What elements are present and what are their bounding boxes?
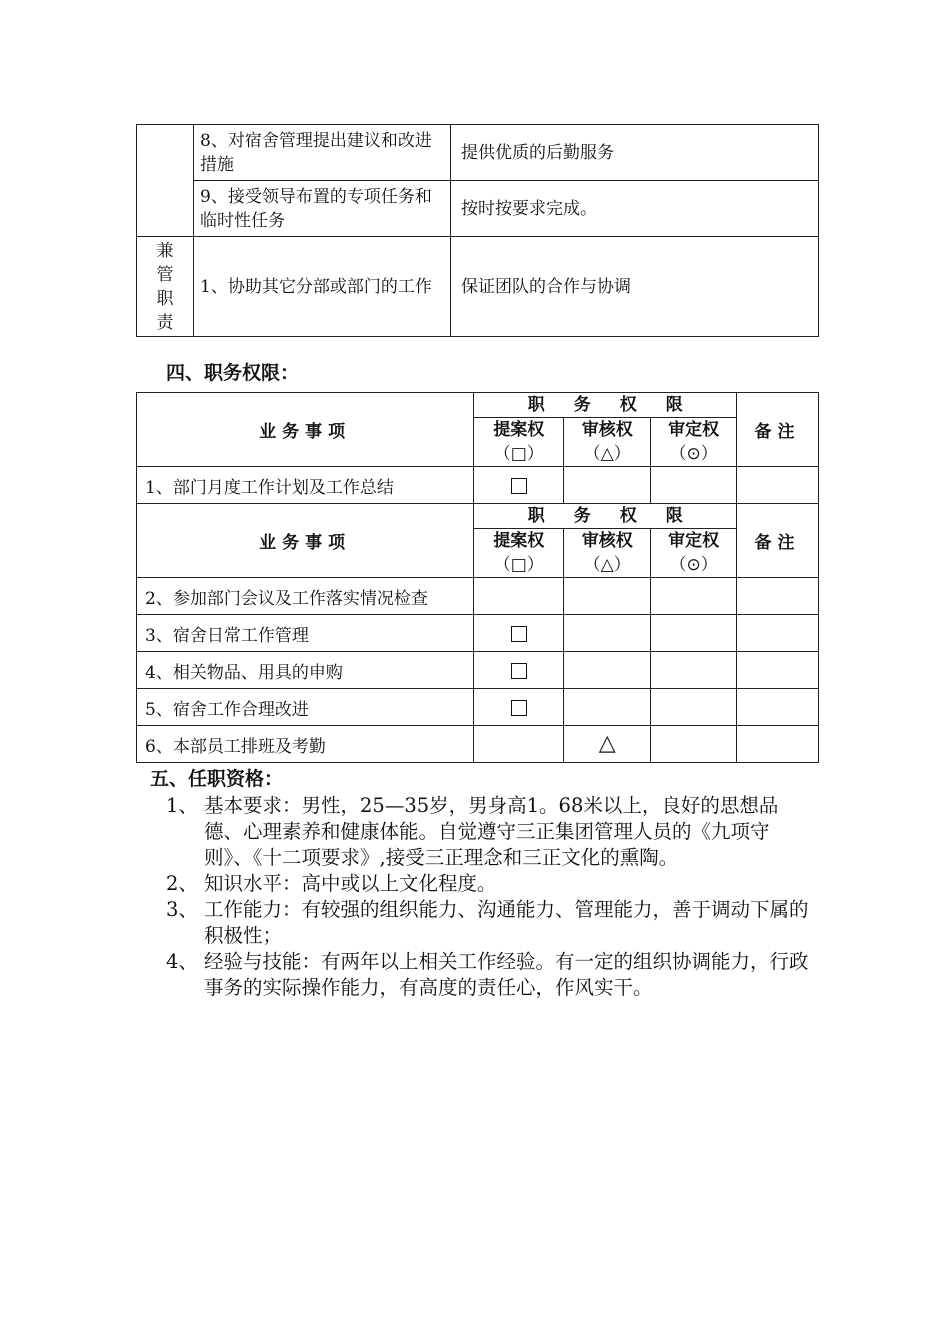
note-cell: [737, 578, 819, 615]
list-number: 3、: [166, 898, 198, 921]
header-col-2: [651, 418, 737, 467]
list-item: [150, 793, 810, 871]
proposal-mark-icon: [511, 626, 527, 642]
authority-label-char: 务: [573, 395, 591, 415]
authority-header-row: [137, 393, 819, 418]
table-row: [137, 467, 819, 504]
authority-label-char: 限: [665, 395, 683, 415]
header-authority-label: [474, 393, 737, 418]
col-label: 提案权: [493, 420, 545, 440]
authority-cell: [651, 726, 737, 763]
list-item: [150, 897, 810, 949]
category-char: 兼: [156, 240, 174, 261]
authority-cell: [651, 652, 737, 689]
authority-label-char: 职: [527, 506, 545, 526]
col-label: 审核权: [581, 420, 633, 440]
proposal-mark-icon: [511, 478, 527, 494]
col-symbol: （□）: [493, 555, 544, 575]
list-text: 知识水平：高中或以上文化程度。: [204, 872, 497, 895]
authority-cell: [651, 615, 737, 652]
table-row: [137, 615, 819, 652]
table-row: [137, 237, 819, 337]
authority-header-row: [137, 504, 819, 529]
note-cell: [737, 652, 819, 689]
authority-cell: [474, 467, 564, 504]
header-col-2: [651, 529, 737, 578]
category-char: 责: [156, 312, 174, 333]
note-cell: [737, 689, 819, 726]
task-cell: 9、接受领导布置的专项任务和临时性任务: [194, 181, 451, 237]
col-symbol: （△）: [583, 555, 631, 575]
col-symbol: （□）: [493, 444, 544, 464]
authority-cell: [564, 578, 651, 615]
header-item-label: 业务事项: [137, 393, 474, 467]
proposal-mark-icon: [511, 663, 527, 679]
section-heading: 五、任职资格：: [150, 768, 284, 790]
section-heading: 四、职务权限：: [166, 362, 300, 384]
table-row: [137, 125, 819, 181]
authority-cell: [564, 652, 651, 689]
col-symbol: （⊙）: [669, 444, 718, 464]
table-row: [137, 578, 819, 615]
note-cell: [737, 726, 819, 763]
task-cell: 8、对宿舍管理提出建议和改进措施: [194, 125, 451, 181]
authority-cell: [474, 615, 564, 652]
table-row: [137, 726, 819, 763]
note-cell: [737, 467, 819, 504]
authority-label-char: 限: [665, 506, 683, 526]
authority-label-char: 职: [527, 395, 545, 415]
task-cell: 1、协助其它分部或部门的工作: [194, 237, 451, 337]
authority-table: [136, 392, 819, 763]
authority-label-char: 权: [619, 395, 637, 415]
note-cell: [737, 615, 819, 652]
category-cell: [137, 125, 194, 237]
table-row: [137, 652, 819, 689]
list-text: 工作能力：有较强的组织能力、沟通能力、管理能力，善于调动下属的积极性；: [204, 898, 809, 947]
item-cell: 5、宿舍工作合理改进: [137, 689, 474, 726]
table-row: [137, 689, 819, 726]
authority-cell: [564, 615, 651, 652]
list-number: 2、: [166, 872, 198, 895]
list-number: 4、: [166, 950, 198, 973]
item-cell: 4、相关物品、用具的申购: [137, 652, 474, 689]
authority-cell: [474, 689, 564, 726]
table-row: [137, 181, 819, 237]
authority-cell: [564, 726, 651, 763]
header-col-0: [474, 529, 564, 578]
standard-cell: 保证团队的合作与协调: [451, 237, 819, 337]
col-label: 审定权: [668, 420, 720, 440]
col-label: 提案权: [493, 531, 545, 551]
list-item: [150, 871, 810, 897]
standard-cell: 提供优质的后勤服务: [451, 125, 819, 181]
item-cell: 6、本部员工排班及考勤: [137, 726, 474, 763]
authority-cell: [474, 578, 564, 615]
list-number: 1、: [166, 794, 198, 817]
authority-label-char: 务: [573, 506, 591, 526]
header-col-1: [564, 418, 651, 467]
category-char: 职: [156, 288, 174, 309]
duties-table: [136, 124, 819, 337]
standard-cell: 按时按要求完成。: [451, 181, 819, 237]
authority-cell: [474, 652, 564, 689]
list-text: 基本要求：男性，25—35岁，男身高1。68米以上，良好的思想品德、心理素养和健康体能。自觉遵守三正集团管理人员的《九项守则》、《十二项要求》,接受三正理念和三正文化的熏陶。: [204, 794, 779, 869]
authority-cell: [474, 726, 564, 763]
header-note-label: 备注: [737, 393, 819, 467]
category-cell: [137, 237, 194, 337]
review-mark-icon: △: [598, 731, 616, 756]
header-authority-label: [474, 504, 737, 529]
header-col-1: [564, 529, 651, 578]
list-item: [150, 949, 810, 1001]
authority-cell: [651, 578, 737, 615]
header-col-0: [474, 418, 564, 467]
item-cell: 3、宿舍日常工作管理: [137, 615, 474, 652]
category-char: 管: [156, 264, 174, 285]
item-cell: 2、参加部门会议及工作落实情况检查: [137, 578, 474, 615]
authority-cell: [564, 467, 651, 504]
header-item-label: 业务事项: [137, 504, 474, 578]
col-label: 审核权: [581, 531, 633, 551]
header-note-label: 备注: [737, 504, 819, 578]
col-symbol: （⊙）: [669, 555, 718, 575]
authority-cell: [651, 689, 737, 726]
qualifications-section: [150, 764, 810, 1001]
col-symbol: （△）: [583, 444, 631, 464]
col-label: 审定权: [668, 531, 720, 551]
authority-label-char: 权: [619, 506, 637, 526]
proposal-mark-icon: [511, 700, 527, 716]
item-cell: 1、部门月度工作计划及工作总结: [137, 467, 474, 504]
authority-cell: [651, 467, 737, 504]
authority-cell: [564, 689, 651, 726]
list-text: 经验与技能：有两年以上相关工作经验。有一定的组织协调能力，行政事务的实际操作能力，有高度的责任心，作风实干。: [204, 950, 809, 999]
